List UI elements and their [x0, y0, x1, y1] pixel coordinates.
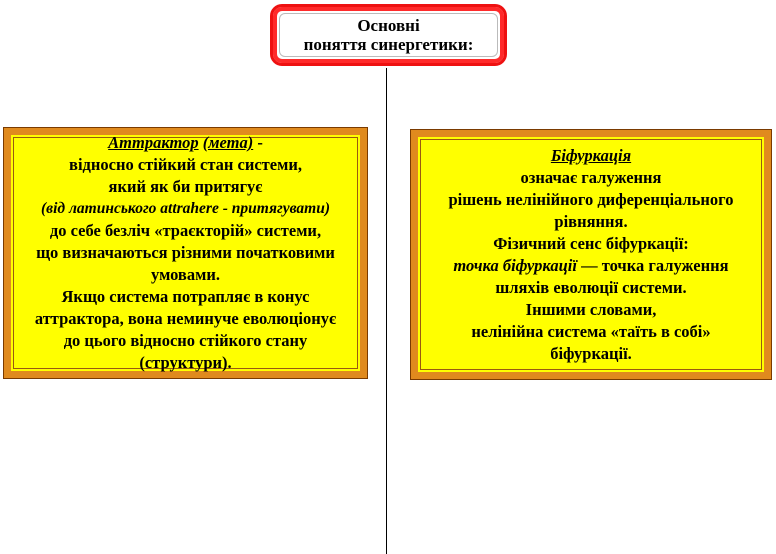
attractor-card-body: [13, 133, 358, 372]
attractor-term: Аттрактор: [108, 133, 199, 152]
attractor-line-6: Якщо система потрапляє в конус: [61, 287, 310, 306]
attractor-line-9: (структури).: [139, 353, 232, 372]
bifurcation-card: [410, 129, 772, 380]
title-box: [270, 4, 507, 66]
bifurcation-term: Біфуркація: [550, 145, 632, 165]
bifurcation-line-6: Іншими словами,: [525, 299, 657, 319]
attractor-line-1: відносно стійкий стан системи,: [69, 155, 302, 174]
attractor-line-7: аттрактора, вона неминуче еволюціонує: [34, 309, 337, 328]
vertical-divider: [386, 68, 387, 554]
attractor-line-8: до цього відносно стійкого стану: [63, 331, 308, 350]
title-inner: [279, 13, 498, 57]
attractor-line-2: який як би притягує: [108, 177, 263, 196]
attractor-term-note: (мета): [202, 133, 254, 152]
attractor-dash: -: [253, 133, 263, 152]
title-line-2: поняття синергетики:: [303, 35, 474, 54]
bifurcation-line-1: означає галуження: [520, 167, 662, 187]
bifurcation-point-term: точка біфуркації: [453, 255, 577, 275]
attractor-line-3: до себе безліч «траєкторій» системи,: [49, 221, 322, 240]
attractor-line-5: умовами.: [151, 265, 220, 284]
bifurcation-line-3: рівняння.: [554, 211, 628, 231]
bifurcation-line-2: рішень нелінійного диференціального: [448, 189, 734, 209]
bifurcation-card-body: [420, 139, 762, 370]
bifurcation-line-5: шляхів еволюції системи.: [495, 277, 687, 297]
bifurcation-line-8: біфуркації.: [550, 343, 632, 363]
bifurcation-line-7: нелінійна система «таїть в собі»: [471, 321, 711, 341]
bifurcation-line-4: Фізичний сенс біфуркації:: [493, 233, 689, 253]
attractor-card: [3, 127, 368, 379]
bifurcation-point-rest: — точка галуження: [576, 255, 729, 275]
attractor-line-4: що визначаються різними початковими: [36, 243, 335, 262]
attractor-latin: (від латинського attrahere - притягувати): [41, 200, 330, 217]
bifurcation-point-line: [453, 255, 728, 277]
attractor-heading: [108, 132, 263, 154]
title-line-1: Основні: [357, 16, 420, 35]
